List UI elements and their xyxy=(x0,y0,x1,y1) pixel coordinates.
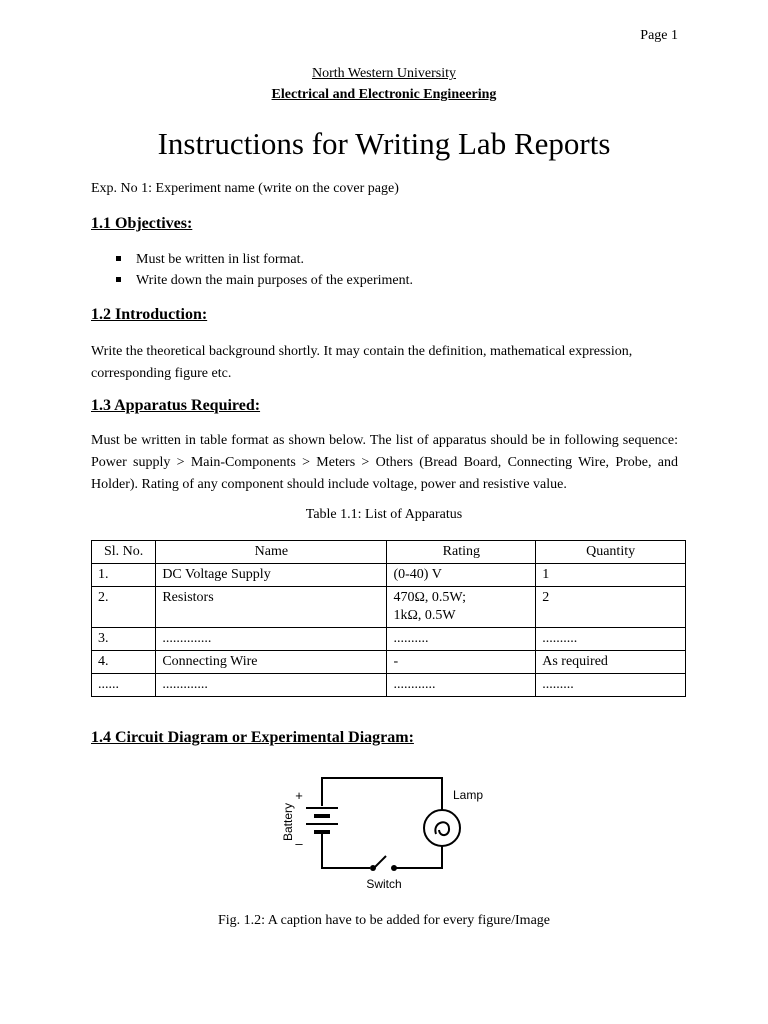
table-cell: 1. xyxy=(92,564,156,587)
table-row xyxy=(92,651,686,674)
table-cell: Connecting Wire xyxy=(156,651,387,674)
table-cell: .............. xyxy=(156,628,387,651)
list-item: Write down the main purposes of the experiment. xyxy=(113,270,413,291)
table-caption: Table 1.1: List of Apparatus xyxy=(305,507,463,522)
switch-blade xyxy=(374,856,386,868)
table-cell: As required xyxy=(536,651,686,674)
table-cell: 2. xyxy=(92,587,156,628)
table-cell: ............. xyxy=(156,674,387,697)
column-header: Sl. No. xyxy=(92,541,156,564)
circuit-diagram xyxy=(270,772,500,892)
table-row xyxy=(92,587,686,628)
table-cell: - xyxy=(387,651,536,674)
table-header-row xyxy=(92,541,686,564)
table-cell: ......... xyxy=(536,674,686,697)
table-cell: 1 xyxy=(536,564,686,587)
table-cell: DC Voltage Supply xyxy=(156,564,387,587)
table-cell: 4. xyxy=(92,651,156,674)
plus-label: + xyxy=(295,788,303,803)
list-item: Must be written in list format. xyxy=(113,249,413,270)
column-header: Rating xyxy=(387,541,536,564)
page-title: Instructions for Writing Lab Reports xyxy=(157,126,611,161)
lamp-icon xyxy=(424,810,460,846)
diagram-heading: 1.4 Circuit Diagram or Experimental Diagram: xyxy=(91,729,414,746)
table-cell: ............ xyxy=(387,674,536,697)
battery-icon xyxy=(306,808,338,840)
bottom-wire xyxy=(322,840,370,868)
switch-contact xyxy=(370,865,376,871)
university-name: North Western University xyxy=(311,66,457,81)
lamp-label: Lamp xyxy=(453,788,484,802)
page-number: Page 1 xyxy=(640,28,678,43)
apparatus-table xyxy=(91,540,686,697)
table-row xyxy=(92,564,686,587)
right-wire xyxy=(396,846,442,868)
objectives-heading: 1.1 Objectives: xyxy=(91,215,193,232)
figure-caption: Fig. 1.2: A caption have to be added for every figure/Image xyxy=(217,913,550,928)
table-row xyxy=(92,628,686,651)
table-cell: .......... xyxy=(387,628,536,651)
switch-contact xyxy=(391,865,397,871)
switch-label: Switch xyxy=(366,877,402,891)
department-name: Electrical and Electronic Engineering xyxy=(271,87,497,102)
apparatus-heading: 1.3 Apparatus Required: xyxy=(91,397,261,414)
table-cell: .......... xyxy=(536,628,686,651)
minus-label: – xyxy=(295,836,303,851)
experiment-line: Exp. No 1: Experiment name (write on the cover page) xyxy=(91,181,399,196)
apparatus-text: Must be written in table format as shown below. The list of apparatus should be in following sequence: Power supply > Main-Components > Meters > Others (Bread Board, Connecting Wire, Probe, and Holder). Rating of any component should include voltage, power and resistive value. xyxy=(91,433,678,492)
table-cell: Resistors xyxy=(156,587,387,628)
table-cell: 3. xyxy=(92,628,156,651)
column-header: Quantity xyxy=(536,541,686,564)
table-cell: 2 xyxy=(536,587,686,628)
column-header: Name xyxy=(156,541,387,564)
battery-label: Battery xyxy=(281,802,295,842)
introduction-heading: 1.2 Introduction: xyxy=(91,306,208,323)
table-cell: ...... xyxy=(92,674,156,697)
table-row xyxy=(92,674,686,697)
table-cell: 470Ω, 0.5W; 1kΩ, 0.5W xyxy=(387,587,536,628)
objectives-list xyxy=(113,249,413,291)
top-wire xyxy=(322,778,442,810)
introduction-text: Write the theoretical background shortly. It may contain the definition, mathematical expression, corresponding figure etc. xyxy=(91,344,633,381)
table-cell: (0-40) V xyxy=(387,564,536,587)
